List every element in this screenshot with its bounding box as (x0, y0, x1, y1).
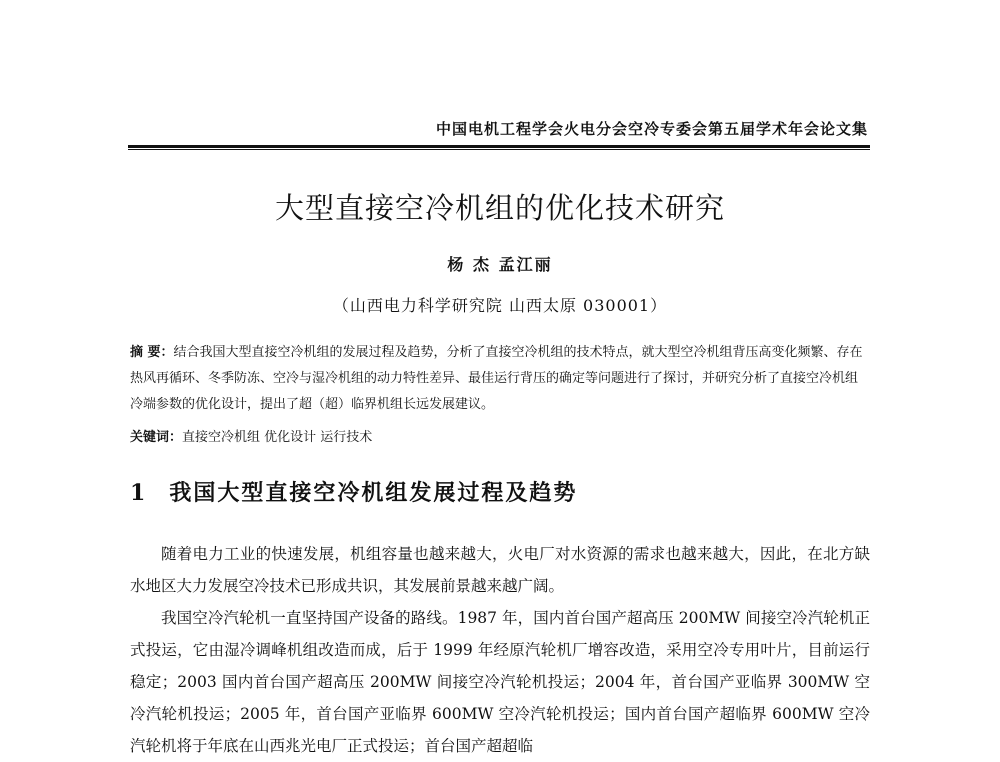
keywords (130, 427, 870, 449)
header-rule (128, 145, 870, 150)
abstract (130, 340, 870, 418)
abstract-label: 摘 要： (130, 345, 174, 360)
paragraph: 随着电力工业的快速发展，机组容量也越来越大，火电厂对水资源的需求也越来越大，因此，在北方缺水地区大力发展空冷技术已形成共识，其发展前景越来越广阔。 (130, 545, 870, 595)
keywords-text: 直接空冷机组 优化设计 运行技术 (182, 430, 373, 445)
paper-affiliation: （山西电力科学研究院 山西太原 030001） (332, 296, 668, 315)
section-title: 我国大型直接空冷机组发展过程及趋势 (169, 480, 578, 506)
running-header: 中国电机工程学会火电分会空冷专委会第五届学术年会论文集 (435, 120, 868, 138)
paper-authors: 杨 杰 孟江丽 (447, 255, 553, 274)
section-body (130, 538, 870, 762)
paper-title: 大型直接空冷机组的优化技术研究 (274, 191, 725, 225)
abstract-text: 结合我国大型直接空冷机组的发展过程及趋势，分析了直接空冷机组的技术特点，就大型空冷机组背压高变化频繁、存在热风再循环、冬季防冻、空冷与湿冷机组的动力特性差异、最佳运行背压的确定等问题进行了探讨，并研究分析了直接空冷机组冷端参数的优化设计，提出了超（超）临界机组长远发展建议。 (130, 345, 863, 412)
section-number: 1 (130, 480, 148, 506)
keywords-label: 关键词： (130, 430, 183, 445)
section-heading (130, 476, 870, 507)
paragraph: 我国空冷汽轮机一直坚持国产设备的路线。1987 年，国内首台国产超高压 200MW 间接空冷汽轮机正式投运，它由湿冷调峰机组改造而成，后于 1999 年经原汽轮机厂增容改造，采用空冷专用叶片，目前运行稳定；2003 国内首台国产超高压 200MW 间接空冷汽轮机投运；2004 年，首台国产亚临界 300MW 空冷汽轮机投运；2005 年，首台国产亚临界 600MW 空冷汽轮机投运；国内首台国产超临界 600MW 空冷汽轮机将于年底在山西兆光电厂正式投运；首台国产超超临 (130, 609, 870, 755)
